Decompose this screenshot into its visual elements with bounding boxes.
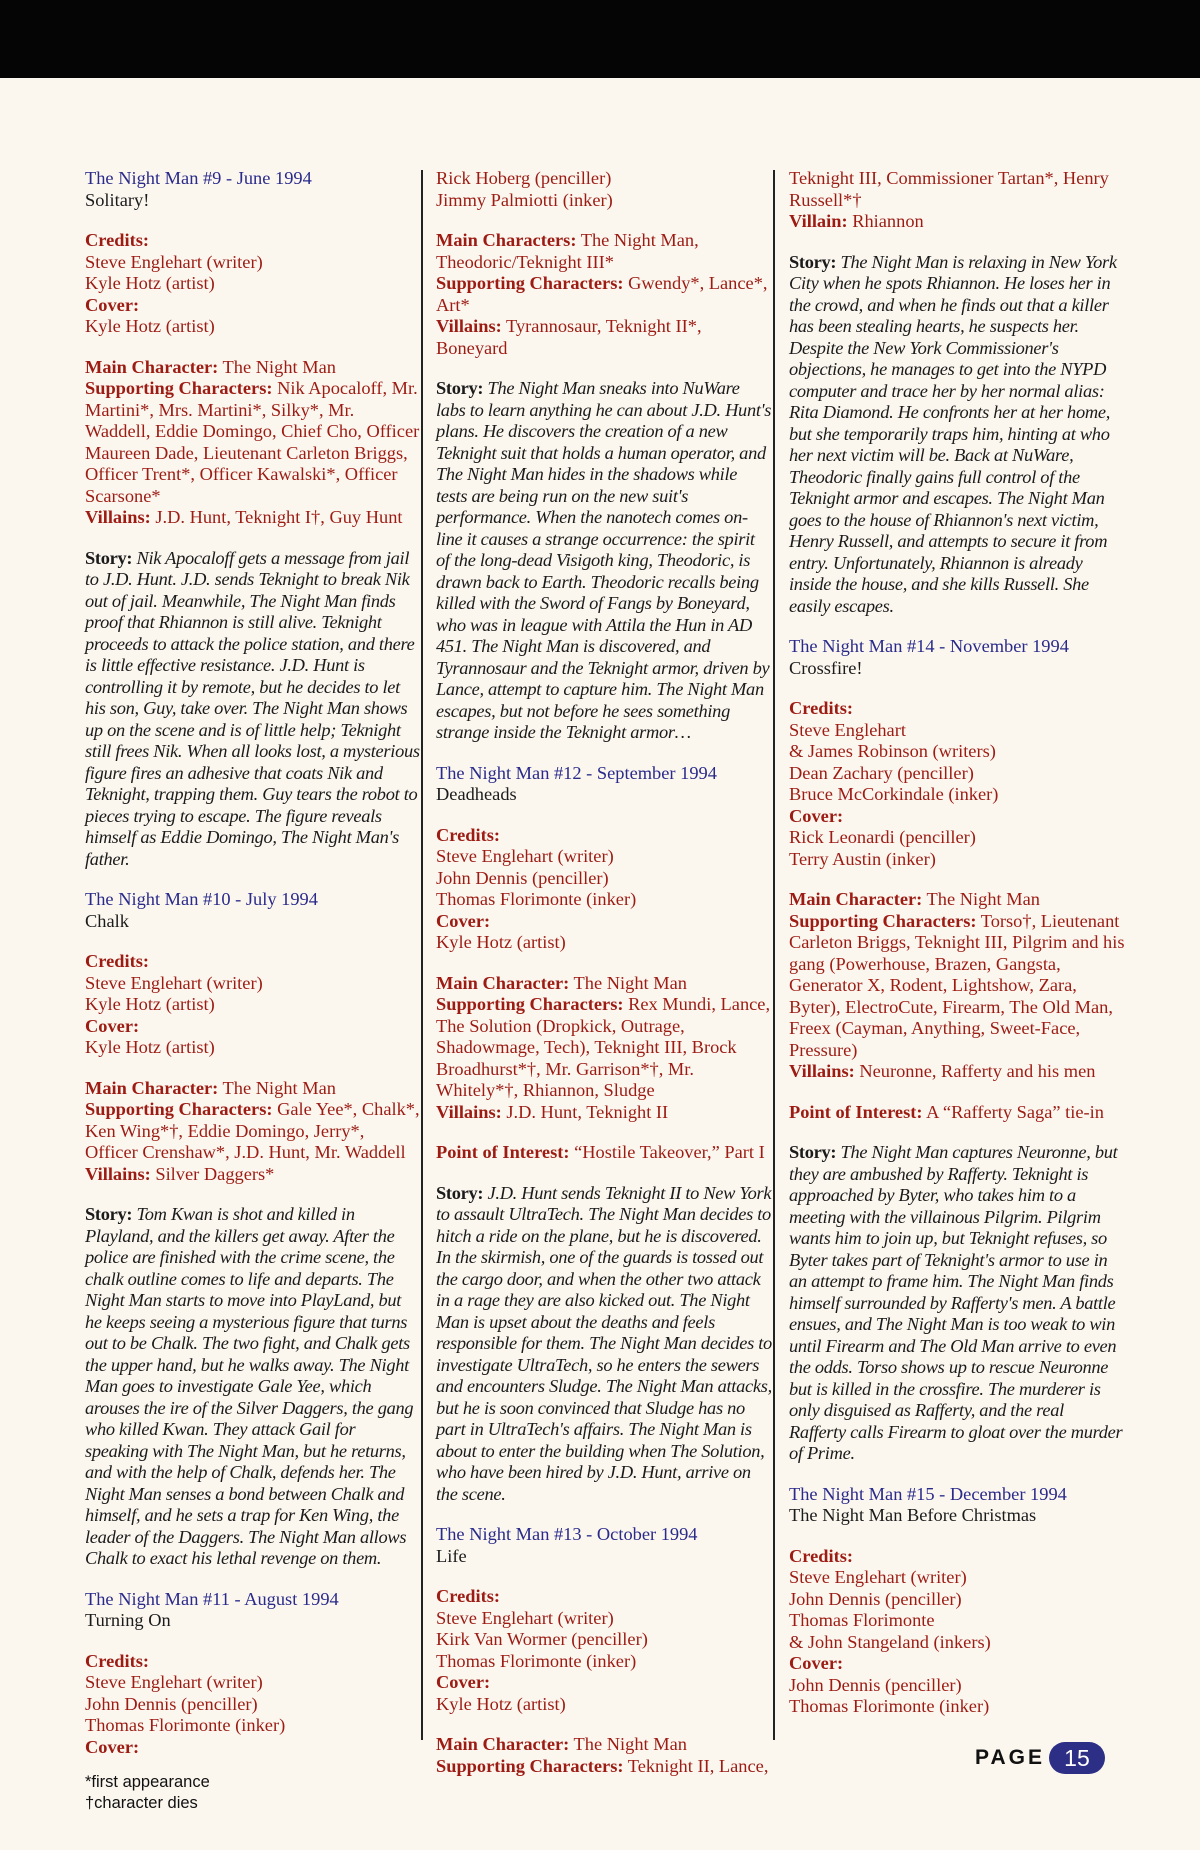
issue-date: - July 1994 — [230, 889, 318, 909]
column-divider — [773, 170, 775, 1740]
supporting-characters: Nik Apocaloff, Mr. Martini*, Mrs. Martini*, Silky*, Mr. Waddell, Eddie Domingo, Chief Cho, Officer Maureen Dade, Lieutenant Carleton Briggs, Officer Trent*, Officer Kawalski*, Officer Scarsone* — [85, 378, 420, 506]
cover-label: Cover: — [436, 1672, 491, 1692]
issue-13-credits — [436, 1586, 772, 1715]
top-black-band — [0, 0, 1200, 78]
supporting-characters: Torso†, Lieutenant Carleton Briggs, Teknight III, Pilgrim and his gang (Powerhouse, Brazen, Gangsta, Generator X, Rodent, Lightshow, Zara, Byter), ElectroCute, Firearm, The Old Man, Freex (Cayman, Anything, Sweet-Face, Pressure) — [789, 910, 1125, 1060]
issue-date: - August 1994 — [229, 1588, 339, 1609]
story-label: Story: — [85, 1204, 133, 1224]
villains: Neuronne, Rafferty and his men — [854, 1061, 1096, 1081]
story-text: Nik Apocaloff gets a message from jail to J.D. Hunt. J.D. sends Teknight to break Nik out of jail. Meanwhile, The Night Man finds proof that Rhiannon is still alive. Teknight proceeds to attack the police station, and there is little effective resistance. J.D. Hunt is controlling it by remote, but he decides to let his son, Guy, take over. The Night Man shows up on the scene and is of little help; Teknight still frees Nik. When all looks lost, a mysterious figure fires an adhesive that coats Nik and Teknight, trapping them. Guy tears the robot to pieces trying to escape. The figure reveals himself as Eddie Domingo, The Night Man's father. — [85, 547, 420, 869]
footnote: †character dies — [85, 1794, 198, 1812]
cover-line: Jimmy Palmiotti (inker) — [436, 189, 613, 210]
cover-line: Kyle Hotz (artist) — [436, 1693, 566, 1714]
story-label: Story: — [789, 251, 837, 272]
issue-subtitle: Solitary! — [85, 189, 150, 210]
issue-title: The Night Man #15 — [789, 1483, 935, 1504]
main-character: The Night Man — [218, 356, 336, 377]
issue-subtitle: Chalk — [85, 910, 129, 931]
issue-title: The Night Man #13 — [436, 1524, 582, 1544]
villains: Rhiannon — [847, 211, 924, 231]
cover-line: Rick Hoberg (penciller) — [436, 168, 612, 188]
main-character: The Night Man — [569, 972, 687, 993]
story-text: J.D. Hunt sends Teknight II to New York to assault UltraTech. The Night Man decides to hitch a ride on the plane, but he is discovered. In the skirmish, one of the guards is tossed out the cargo door, and when the other two attack in a rage they are also kicked out. The Night Man is upset about the deaths and feels responsible for them. The Night Man decides to investigate UltraTech, so he enters the sewers and encounters Sludge. The Night Man attacks, but he is soon convinced that Sludge has no part in UltraTech's affairs. The Night Man is about to enter the building when The Solution, who have been hired by J.D. Hunt, arrive on the scene. — [436, 1182, 772, 1504]
issue-10-characters — [85, 1078, 421, 1186]
cover-line: Kyle Hotz (artist) — [85, 1037, 215, 1057]
credit-line: Kyle Hotz (artist) — [85, 273, 215, 293]
credit-line: Thomas Florimonte — [789, 1610, 935, 1630]
supporting-characters-continued: Teknight III, Commissioner Tartan*, Henry Russell*† — [789, 168, 1109, 210]
credits-label: Credits: — [436, 824, 501, 845]
villains-label: Villains: — [436, 1101, 502, 1122]
supporting-label: Supporting Characters: — [789, 910, 977, 931]
issue-15-credits — [789, 1546, 1125, 1718]
story-label: Story: — [85, 547, 133, 568]
poi-text: A “Rafferty Saga” tie-in — [922, 1101, 1104, 1122]
issue-10-story — [85, 1204, 421, 1570]
villains-label: Villains: — [436, 316, 502, 336]
credit-line: John Dennis (penciller) — [85, 1693, 258, 1714]
main-character-label: Main Character: — [789, 889, 923, 909]
issue-title: The Night Man #9 — [85, 168, 222, 188]
issue-13-header — [436, 1524, 772, 1567]
footnotes — [85, 1772, 210, 1814]
issue-14-header — [789, 636, 1125, 679]
supporting-label: Supporting Characters: — [436, 1755, 624, 1776]
credit-line: Bruce McCorkindale (inker) — [789, 784, 999, 804]
villains-label: Villains: — [85, 507, 151, 527]
cover-line: Terry Austin (inker) — [789, 848, 936, 869]
issue-date: - June 1994 — [221, 168, 312, 188]
credit-line: Steve Englehart (writer) — [85, 251, 263, 272]
column-3 — [789, 168, 1125, 1737]
poi-label: Point of Interest: — [436, 1142, 570, 1162]
issue-date: - December 1994 — [934, 1483, 1067, 1504]
credits-label: Credits: — [436, 1586, 501, 1606]
credit-line: Thomas Florimonte (inker) — [436, 1650, 637, 1671]
story-text: The Night Man is relaxing in New York City when he spots Rhiannon. He loses her in the crowd, and when he finds out that a killer has been stealing hearts, he suspects her. Despite the New York Commissioner's objections, he manages to get into the NYPD computer and trace her by her normal alias: Rita Diamond. He confronts her at her home, but she temporarily traps him, hinting at who her next victim will be. Back at NuWare, Theodoric finally gains full control of the Teknight armor and escapes. The Night Man goes to the house of Rhiannon's next victim, Henry Russell, and attempts to secure it from entry. Unfortunately, Rhiannon is already inside the house, and she kills Russell. She easily escapes. — [789, 251, 1117, 616]
credit-line: Thomas Florimonte (inker) — [436, 889, 637, 909]
issue-13-story — [789, 252, 1125, 618]
issue-11-cover — [436, 168, 772, 211]
cover-line: Rick Leonardi (penciller) — [789, 827, 976, 847]
story-label: Story: — [789, 1142, 837, 1162]
supporting-characters: Gale Yee*, Chalk*, Ken Wing*†, Eddie Domingo, Jerry*, Officer Crenshaw*, J.D. Hunt, Mr. Waddell — [85, 1099, 420, 1162]
issue-10-credits — [85, 951, 421, 1059]
story-label: Story: — [436, 1182, 484, 1203]
cover-label: Cover: — [85, 1736, 140, 1757]
issue-15-header — [789, 1484, 1125, 1527]
main-character: The Night Man, Theodoric/Teknight III* — [436, 230, 699, 272]
supporting-label: Supporting Characters: — [436, 994, 624, 1014]
villains: J.D. Hunt, Teknight II — [501, 1101, 669, 1122]
credits-label: Credits: — [789, 698, 854, 718]
issue-12-point-of-interest — [436, 1142, 772, 1164]
credit-line: Steve Englehart (writer) — [436, 846, 614, 866]
supporting-label: Supporting Characters: — [85, 378, 273, 398]
villains: J.D. Hunt, Teknight I†, Guy Hunt — [150, 507, 403, 527]
main-character-label: Main Character: — [85, 1077, 219, 1098]
villains: Silver Daggers* — [150, 1163, 275, 1184]
credit-line: Dean Zachary (penciller) — [789, 762, 974, 783]
issue-subtitle: Crossfire! — [789, 657, 863, 678]
issue-14-point-of-interest — [789, 1102, 1125, 1124]
page-number — [975, 1740, 1105, 1776]
cover-line: John Dennis (penciller) — [789, 1674, 962, 1695]
issue-12-characters — [436, 973, 772, 1124]
villains: Tyrannosaur, Teknight II*, Boneyard — [436, 316, 702, 358]
credit-line: Steve Englehart — [789, 719, 906, 740]
credits-label: Credits: — [85, 230, 150, 250]
issue-9-characters — [85, 357, 421, 529]
cover-label: Cover: — [789, 1653, 844, 1673]
issue-13-continued — [789, 168, 1125, 233]
main-character-label: Main Character: — [436, 1734, 570, 1754]
credit-line: Steve Englehart (writer) — [85, 972, 263, 993]
issue-13-characters — [436, 1734, 772, 1777]
story-text: The Night Man captures Neuronne, but they are ambushed by Rafferty. Teknight is approached by Byter, who takes him to a meeting with the villainous Pilgrim. Pilgrim wants him to join up, but Teknight refuses, so Byter takes part of Teknight's armor to use in an attempt to frame him. The Night Man finds himself surrounded by Rafferty's men. A battle ensues, and The Night Man is too weak to win until Firearm and The Old Man arrive to even the odds. Torso shows up to rescue Neuronne but is killed in the crossfire. The murderer is only disguised as Rafferty, and the real Rafferty calls Firearm to gloat over the murder of Prime. — [789, 1142, 1123, 1463]
issue-date: - September 1994 — [581, 762, 717, 783]
supporting-label: Supporting Characters: — [436, 273, 624, 293]
credit-line: John Dennis (penciller) — [436, 867, 609, 888]
issue-14-characters — [789, 889, 1125, 1083]
poi-text: “Hostile Takeover,” Part I — [569, 1142, 765, 1162]
cover-line: Thomas Florimonte (inker) — [789, 1696, 990, 1716]
issue-11-header — [85, 1589, 421, 1632]
credit-line: & James Robinson (writers) — [789, 741, 996, 761]
issue-9-header — [85, 168, 421, 211]
column-divider — [421, 170, 423, 1740]
main-character-label: Main Character: — [436, 972, 570, 993]
story-text: Tom Kwan is shot and killed in Playland, and the killers get away. After the police are finished with the crime scene, the chalk outline comes to life and departs. The Night Man starts to move into PlayLand, but he keeps seeing a mysterious figure that turns out to be Chalk. The two fight, and Chalk gets the upper hand, but he walks away. The Night Man goes to investigate Gale Yee, which arouses the ire of the Silver Daggers, the gang who killed Kwan. They attack Gail for speaking with The Night Man, but he returns, and with the help of Chalk, defends her. The Night Man senses a bond between Chalk and himself, and he sets a trap for Ken Wing, the leader of the Daggers. The Night Man allows Chalk to exact his lethal revenge on them. — [85, 1204, 414, 1568]
footnote: *first appearance — [85, 1773, 210, 1791]
main-character: The Night Man — [569, 1734, 687, 1754]
credit-line: John Dennis (penciller) — [789, 1588, 962, 1609]
villains-label: Villains: — [789, 1061, 855, 1081]
issue-date: - November 1994 — [934, 636, 1069, 656]
main-character: The Night Man — [218, 1077, 336, 1098]
villains-label: Villains: — [85, 1163, 151, 1184]
issue-title: The Night Man #12 — [436, 762, 582, 783]
villain-label: Villain: — [789, 211, 848, 231]
cover-label: Cover: — [789, 805, 844, 826]
supporting-characters: Gwendy*, Lance*, Art* — [436, 273, 768, 315]
page-number-badge: 15 — [1049, 1742, 1105, 1774]
cover-label: Cover: — [436, 910, 491, 931]
issue-9-credits — [85, 230, 421, 338]
issue-title: The Night Man #11 — [85, 1588, 230, 1609]
issue-12-story — [436, 1183, 772, 1506]
cover-line: Kyle Hotz (artist) — [436, 932, 566, 952]
credit-line: Steve Englehart (writer) — [789, 1567, 967, 1587]
issue-subtitle: The Night Man Before Christmas — [789, 1505, 1037, 1525]
issue-subtitle: Life — [436, 1545, 467, 1566]
cover-label: Cover: — [85, 1015, 140, 1036]
supporting-characters: Rex Mundi, Lance, The Solution (Dropkick, Outrage, Shadowmage, Tech), Teknight III, Brock Broadhurst*†, Mr. Garrison*†, Mr. Whitely*†, Rhiannon, Sludge — [436, 994, 771, 1100]
main-character: The Night Man — [922, 889, 1040, 909]
credit-line: Steve Englehart (writer) — [85, 1672, 263, 1692]
supporting-label: Supporting Characters: — [85, 1099, 273, 1119]
issue-subtitle: Turning On — [85, 1610, 171, 1630]
issue-title: The Night Man #14 — [789, 636, 935, 656]
issue-12-credits — [436, 825, 772, 954]
issue-11-story — [436, 378, 772, 744]
issue-title: The Night Man #10 — [85, 889, 231, 909]
issue-subtitle: Deadheads — [436, 784, 517, 804]
credit-line: Kyle Hotz (artist) — [85, 994, 215, 1014]
credits-label: Credits: — [85, 951, 150, 971]
story-text: The Night Man sneaks into NuWare labs to learn anything he can about J.D. Hunt's plans. He discovers the creation of a new Teknight suit that holds a human operator, and The Night Man hides in the shadows while tests are being run on the new suit's performance. When the nanotech comes on-line it causes a strange occurrence: the spirit of the long-dead Visigoth king, Theodoric, is drawn back to Earth. Theodoric recalls being killed with the Sword of Fangs by Boneyard, who was in league with Attila the Hun in AD 451. The Night Man is discovered, and Tyrannosaur and the Teknight armor, driven by Lance, attempt to capture him. The Night Man escapes, but not before he sees something strange inside the Teknight armor… — [436, 378, 772, 742]
cover-label: Cover: — [85, 294, 140, 315]
credit-line: & John Stangeland (inkers) — [789, 1631, 991, 1652]
main-character-label: Main Character: — [85, 356, 219, 377]
cover-line: Kyle Hotz (artist) — [85, 316, 215, 336]
issue-date: - October 1994 — [581, 1524, 698, 1544]
story-label: Story: — [436, 378, 484, 398]
supporting-characters: Teknight II, Lance, — [623, 1755, 769, 1776]
column-2 — [436, 168, 772, 1796]
credit-line: Steve Englehart (writer) — [436, 1607, 614, 1628]
main-character-label: Main Characters: — [436, 230, 577, 250]
credits-label: Credits: — [789, 1545, 854, 1566]
issue-11-credits — [85, 1651, 421, 1759]
page-word: PAGE — [975, 1746, 1045, 1769]
issue-14-credits — [789, 698, 1125, 870]
column-1 — [85, 168, 421, 1777]
issue-14-story — [789, 1142, 1125, 1465]
issue-9-story — [85, 548, 421, 871]
credit-line: Kirk Van Wormer (penciller) — [436, 1629, 648, 1649]
credits-label: Credits: — [85, 1650, 150, 1671]
issue-11-characters — [436, 230, 772, 359]
issue-12-header — [436, 763, 772, 806]
issue-10-header — [85, 889, 421, 932]
credit-line: Thomas Florimonte (inker) — [85, 1715, 286, 1735]
poi-label: Point of Interest: — [789, 1101, 923, 1122]
